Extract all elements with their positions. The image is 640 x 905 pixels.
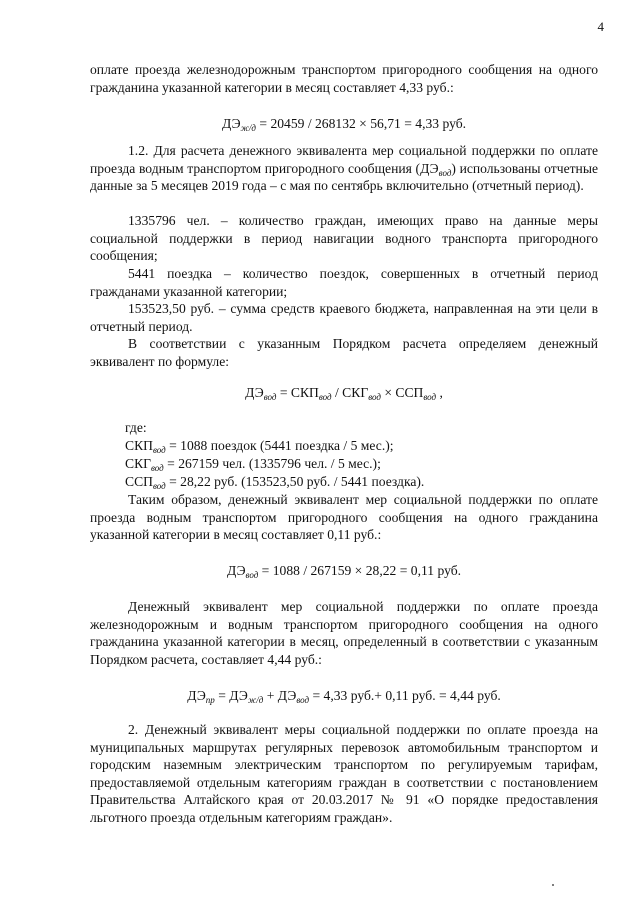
formula-total (90, 687, 598, 705)
formula-total-c: + ДЭ (263, 688, 297, 703)
paragraph-trips-count: 5441 поездка – количество поездок, совершенных в отчетный период гражданами указанной категории; (90, 266, 598, 299)
paragraph-section-2: 2. Денежный эквивалент меры социальной поддержки по оплате проезда на муниципальных маршрутах регулярных перевозок автомобильным транспортом и городским наземным электрическим транспортом по регулируемым тарифам, предоставляемой отдельным категориям граждан в соответствии с постановлением Правительства Алтайского края от 20.03.2017 № 91 «О порядке предоставления льготного проезда отдельным категориям граждан». (90, 722, 598, 825)
formula-rail-rhs: = 20459 / 268132 × 56,71 = 4,33 руб. (255, 116, 467, 131)
paragraph-budget-sum: 153523,50 руб. – сумма средств краевого бюджета, направленная на эти цели в отчетный период. (90, 301, 598, 334)
where-ssp-sub: вод (152, 481, 166, 491)
where-skg-sub: вод (151, 463, 164, 473)
page-number: 4 (597, 19, 604, 34)
formula-water-general-e: , (436, 385, 443, 400)
where-skp-text: = 1088 поездок (5441 поездка / 5 мес.); (165, 438, 394, 453)
paragraph-water-intro (90, 142, 598, 195)
paragraph-rail-result: оплате проезда железнодорожным транспортом пригородного сообщения на одного гражданина указанной категории в месяц составляет 4,33 руб.: (90, 62, 598, 95)
formula-total-b-sub: ж/д (247, 695, 264, 705)
formula-water-general-d-sub: вод (423, 392, 437, 402)
formula-water-rhs: = 1088 / 267159 × 28,22 = 0,11 руб. (258, 563, 462, 578)
paragraph-total-result: Денежный эквивалент мер социальной поддержки по оплате проезда железнодорожным и водным транспортом пригородного сообщения на одного гражданина указанной категории в месяц, определенный в соответствии с указанным Порядком расчета, составляет 4,44 руб.: (90, 599, 598, 667)
formula-total-a-sub: пр (205, 695, 215, 705)
where-item-skp (125, 437, 595, 455)
where-skp-label: СКП (125, 438, 153, 453)
formula-water-general-a: ДЭ (245, 385, 264, 400)
formula-water-general-b-sub: вод (318, 392, 332, 402)
water-intro-sub: вод (438, 167, 452, 178)
formula-water-general-c-sub: вод (368, 392, 381, 402)
where-skp-sub: вод (152, 445, 166, 455)
formula-water-general-b: = СКП (276, 385, 319, 400)
paragraph-citizens-count: 1335796 чел. – количество граждан, имеющих право на данные меры социальной поддержки в период навигации водного транспорта пригородного сообщения; (90, 213, 598, 264)
formula-water-general-a-sub: вод (263, 392, 277, 402)
paragraph-water-result: Таким образом, денежный эквивалент мер социальной поддержки по оплате проезда водным транспортом пригородного сообщения на одного гражданина указанной категории в месяц составляет 0,11 руб.: (90, 492, 598, 543)
where-ssp-label: ССП (125, 474, 153, 489)
water-intro-text-a: 1.2. Для расчета денежного эквивалента мер социальной поддержки по оплате проезда водным транспортом пригородного сообщения (ДЭ (90, 143, 598, 176)
where-ssp-text: = 28,22 руб. (153523,50 руб. / 5441 поездка). (165, 474, 425, 489)
formula-water-general-d: × ССП (380, 385, 424, 400)
formula-water-general (90, 384, 598, 402)
where-skg-label: СКГ (125, 456, 151, 471)
formula-rail-lhs-sub: ж/д (240, 123, 256, 133)
where-skg-text: = 267159 чел. (1335796 чел. / 5 мес.); (163, 456, 381, 471)
paragraph-formula-intro: В соответствии с указанным Порядком расчета определяем денежный эквивалент по формуле: (90, 336, 598, 369)
where-item-skg (125, 455, 595, 473)
formula-water-general-c: / СКГ (331, 385, 369, 400)
formula-water-lhs: ДЭ (226, 563, 246, 578)
water-intro-text-b: ) использованы отчетные данные за 5 месяцев 2019 года – с мая по сентябрь включительно (отчетный период). (90, 160, 598, 194)
where-item-ssp (125, 473, 595, 491)
where-label: где: (125, 420, 147, 435)
formula-total-c-sub: вод (296, 695, 310, 705)
formula-water (90, 562, 598, 580)
scan-speck (552, 884, 554, 886)
formula-total-b: = ДЭ (214, 688, 248, 703)
formula-total-d: = 4,33 руб.+ 0,11 руб. = 4,44 руб. (309, 688, 501, 703)
formula-total-a: ДЭ (187, 688, 206, 703)
formula-water-lhs-sub: вод (245, 570, 259, 580)
formula-rail-lhs: ДЭ (221, 116, 241, 131)
formula-rail (90, 115, 598, 133)
